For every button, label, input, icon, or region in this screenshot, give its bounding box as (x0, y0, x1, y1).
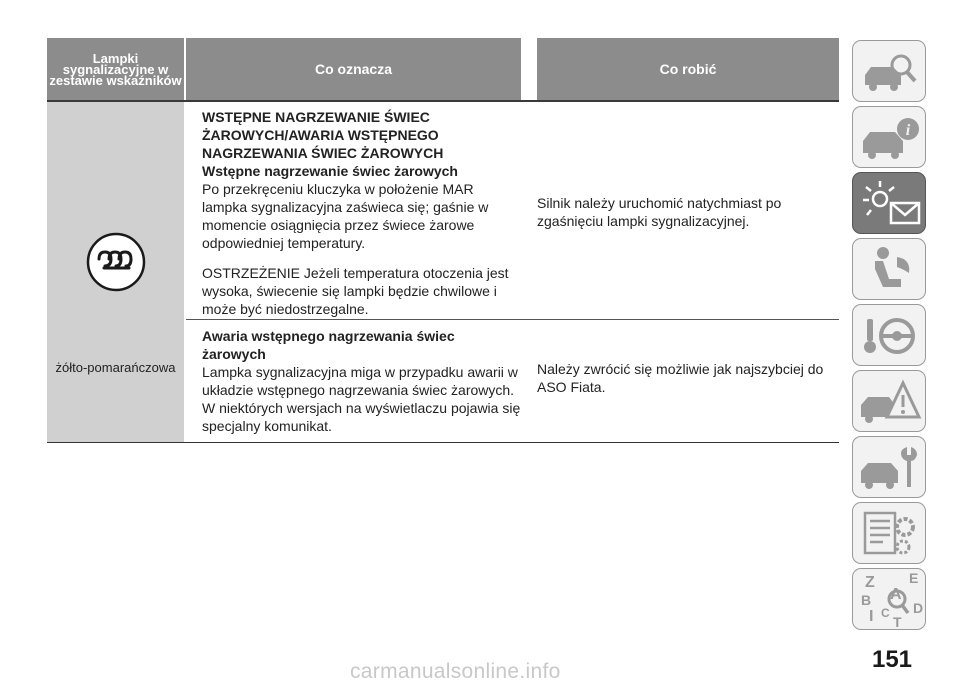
row1-meaning (202, 108, 522, 318)
car-triangle-icon (853, 371, 927, 433)
tab-maintenance[interactable] (852, 436, 926, 498)
row-divider (186, 319, 839, 320)
row2-body: Lampka sygnalizacyjna miga w przypadku awarii w układzie wstępnego nagrzewania świec żarowych. W niektórych wersjach na wyświetlaczu pojawia się specjalny komunikat. (202, 364, 521, 434)
glow-plug-icon (86, 232, 146, 292)
tab-technical-data[interactable] (852, 502, 926, 564)
index-letter: I (869, 608, 874, 625)
index-letter: C (881, 606, 890, 620)
car-wrench-icon (853, 437, 927, 499)
page-number: 151 (871, 646, 913, 673)
header-lamps: Lampki sygnalizacyjne w zestawie wskaźników (47, 38, 184, 100)
index-search-icon (853, 569, 927, 631)
tab-index[interactable] (852, 568, 926, 630)
tab-car-info[interactable] (852, 106, 926, 168)
car-search-icon (853, 41, 927, 103)
row1-warning: OSTRZEŻENIE Jeżeli temperatura otoczenia jest wysoka, świecenie się lampki będzie chwilowe i może być niedostrzegalne. (202, 265, 509, 317)
index-letter: B (861, 592, 872, 608)
tab-starting-driving[interactable] (852, 304, 926, 366)
tab-emergency[interactable] (852, 370, 926, 432)
steering-key-icon (853, 305, 927, 367)
row1-title: WSTĘPNE NAGRZEWANIE ŚWIEC ŻAROWYCH/AWARIA WSTĘPNEGO NAGRZEWANIA ŚWIEC ŻAROWYCH (202, 109, 444, 161)
row1-subtitle: Wstępne nagrzewanie świec żarowych (202, 163, 458, 179)
lamp-color-label: żółto-pomarańczowa (55, 360, 176, 375)
index-letter: D (913, 600, 924, 616)
index-letter: A (890, 586, 902, 603)
row2-title: Awaria wstępnego nagrzewania świec żarowych (202, 328, 455, 362)
seat-airbag-icon (853, 239, 927, 301)
index-letter: Z (865, 574, 875, 591)
row1-body: Po przekręceniu kluczyka w położenie MAR lampka sygnalizacyjna zaświeca się; gaśnie w momencie osiągnięcia przez świece żarowe odpowiedniej temperatury. (202, 181, 489, 251)
row2-action: Należy zwrócić się możliwie jak najszybciej do ASO Fiata. (537, 361, 824, 395)
row1-action: Silnik należy uruchomić natychmiast po zgaśnięciu lampki sygnalizacyjnej. (537, 195, 782, 229)
tab-safety[interactable] (852, 238, 926, 300)
watermark: carmanualsonline.info (350, 660, 561, 683)
index-letter: T (893, 614, 902, 630)
table-bottom-line (47, 442, 839, 443)
tab-warning-lights[interactable] (852, 172, 926, 234)
warning-light-message-icon (853, 173, 927, 235)
lamp-column (47, 102, 184, 442)
index-letter: E (909, 570, 919, 586)
header-action: Co robić (537, 38, 839, 100)
row2-meaning (202, 327, 522, 435)
car-info-icon (853, 107, 927, 169)
specs-gears-icon (853, 503, 927, 565)
tab-car-search[interactable] (852, 40, 926, 102)
header-meaning: Co oznacza (186, 38, 521, 100)
svg-text:i: i (905, 122, 911, 139)
